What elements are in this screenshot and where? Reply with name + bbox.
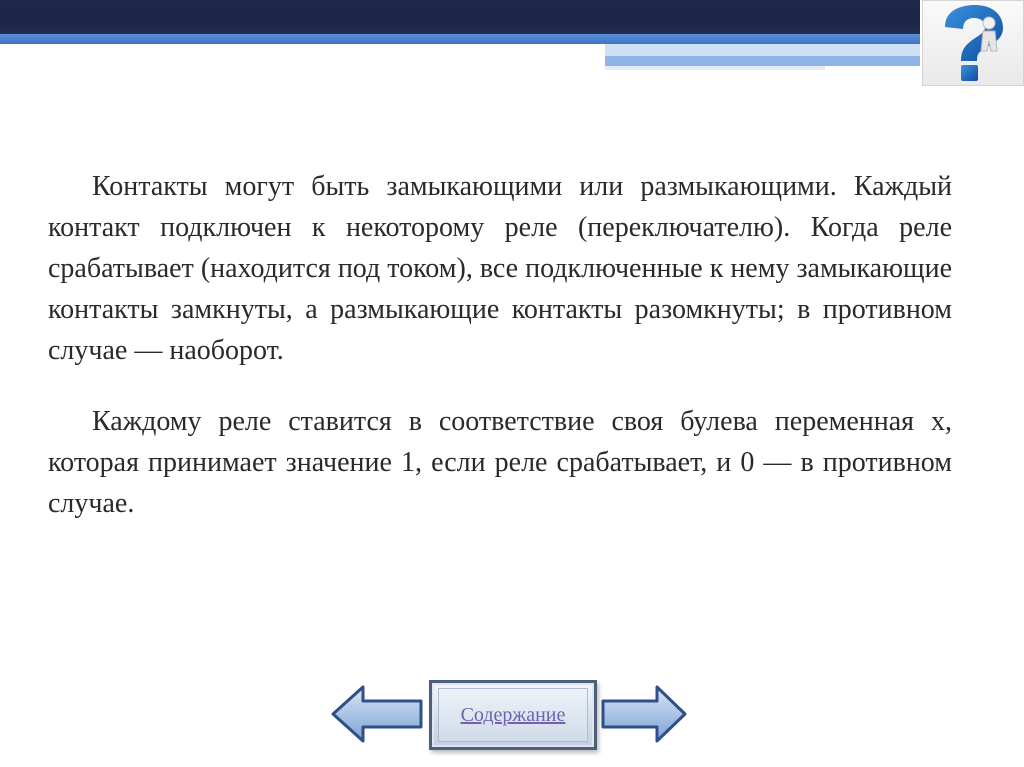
right-arrow-icon bbox=[600, 684, 688, 744]
contents-link[interactable]: Содержание bbox=[460, 703, 566, 726]
contents-button[interactable] bbox=[429, 680, 597, 750]
header-stripe-pale bbox=[605, 66, 825, 70]
contents-button-inner bbox=[438, 688, 588, 742]
header-stripe-mid bbox=[605, 56, 920, 66]
paragraph-contacts: Контакты могут быть замыкающими или размыкающими. Каждый контакт подключен к некоторому реле (переключателю). Когда реле срабатывает (находится под током), все подключенные к нему замыкающие контакты замкнуты, а размыкающие контакты разомкнуты; в противном случае — наоборот. bbox=[48, 171, 952, 366]
next-slide-button[interactable] bbox=[600, 684, 688, 744]
question-logo bbox=[922, 0, 1024, 86]
header-stripe-light bbox=[605, 44, 920, 56]
header-bar-dark bbox=[0, 0, 920, 34]
prev-slide-button[interactable] bbox=[330, 684, 424, 744]
slide-body-text bbox=[48, 166, 952, 524]
question-mark-icon bbox=[923, 1, 1023, 85]
header-bar-blue bbox=[0, 34, 920, 44]
paragraph-boolean-variable: Каждому реле ставится в соответствие своя булева переменная x, которая принимает значение 1, если реле срабатывает, и 0 — в противном случае. bbox=[48, 406, 952, 519]
left-arrow-icon bbox=[330, 684, 424, 744]
